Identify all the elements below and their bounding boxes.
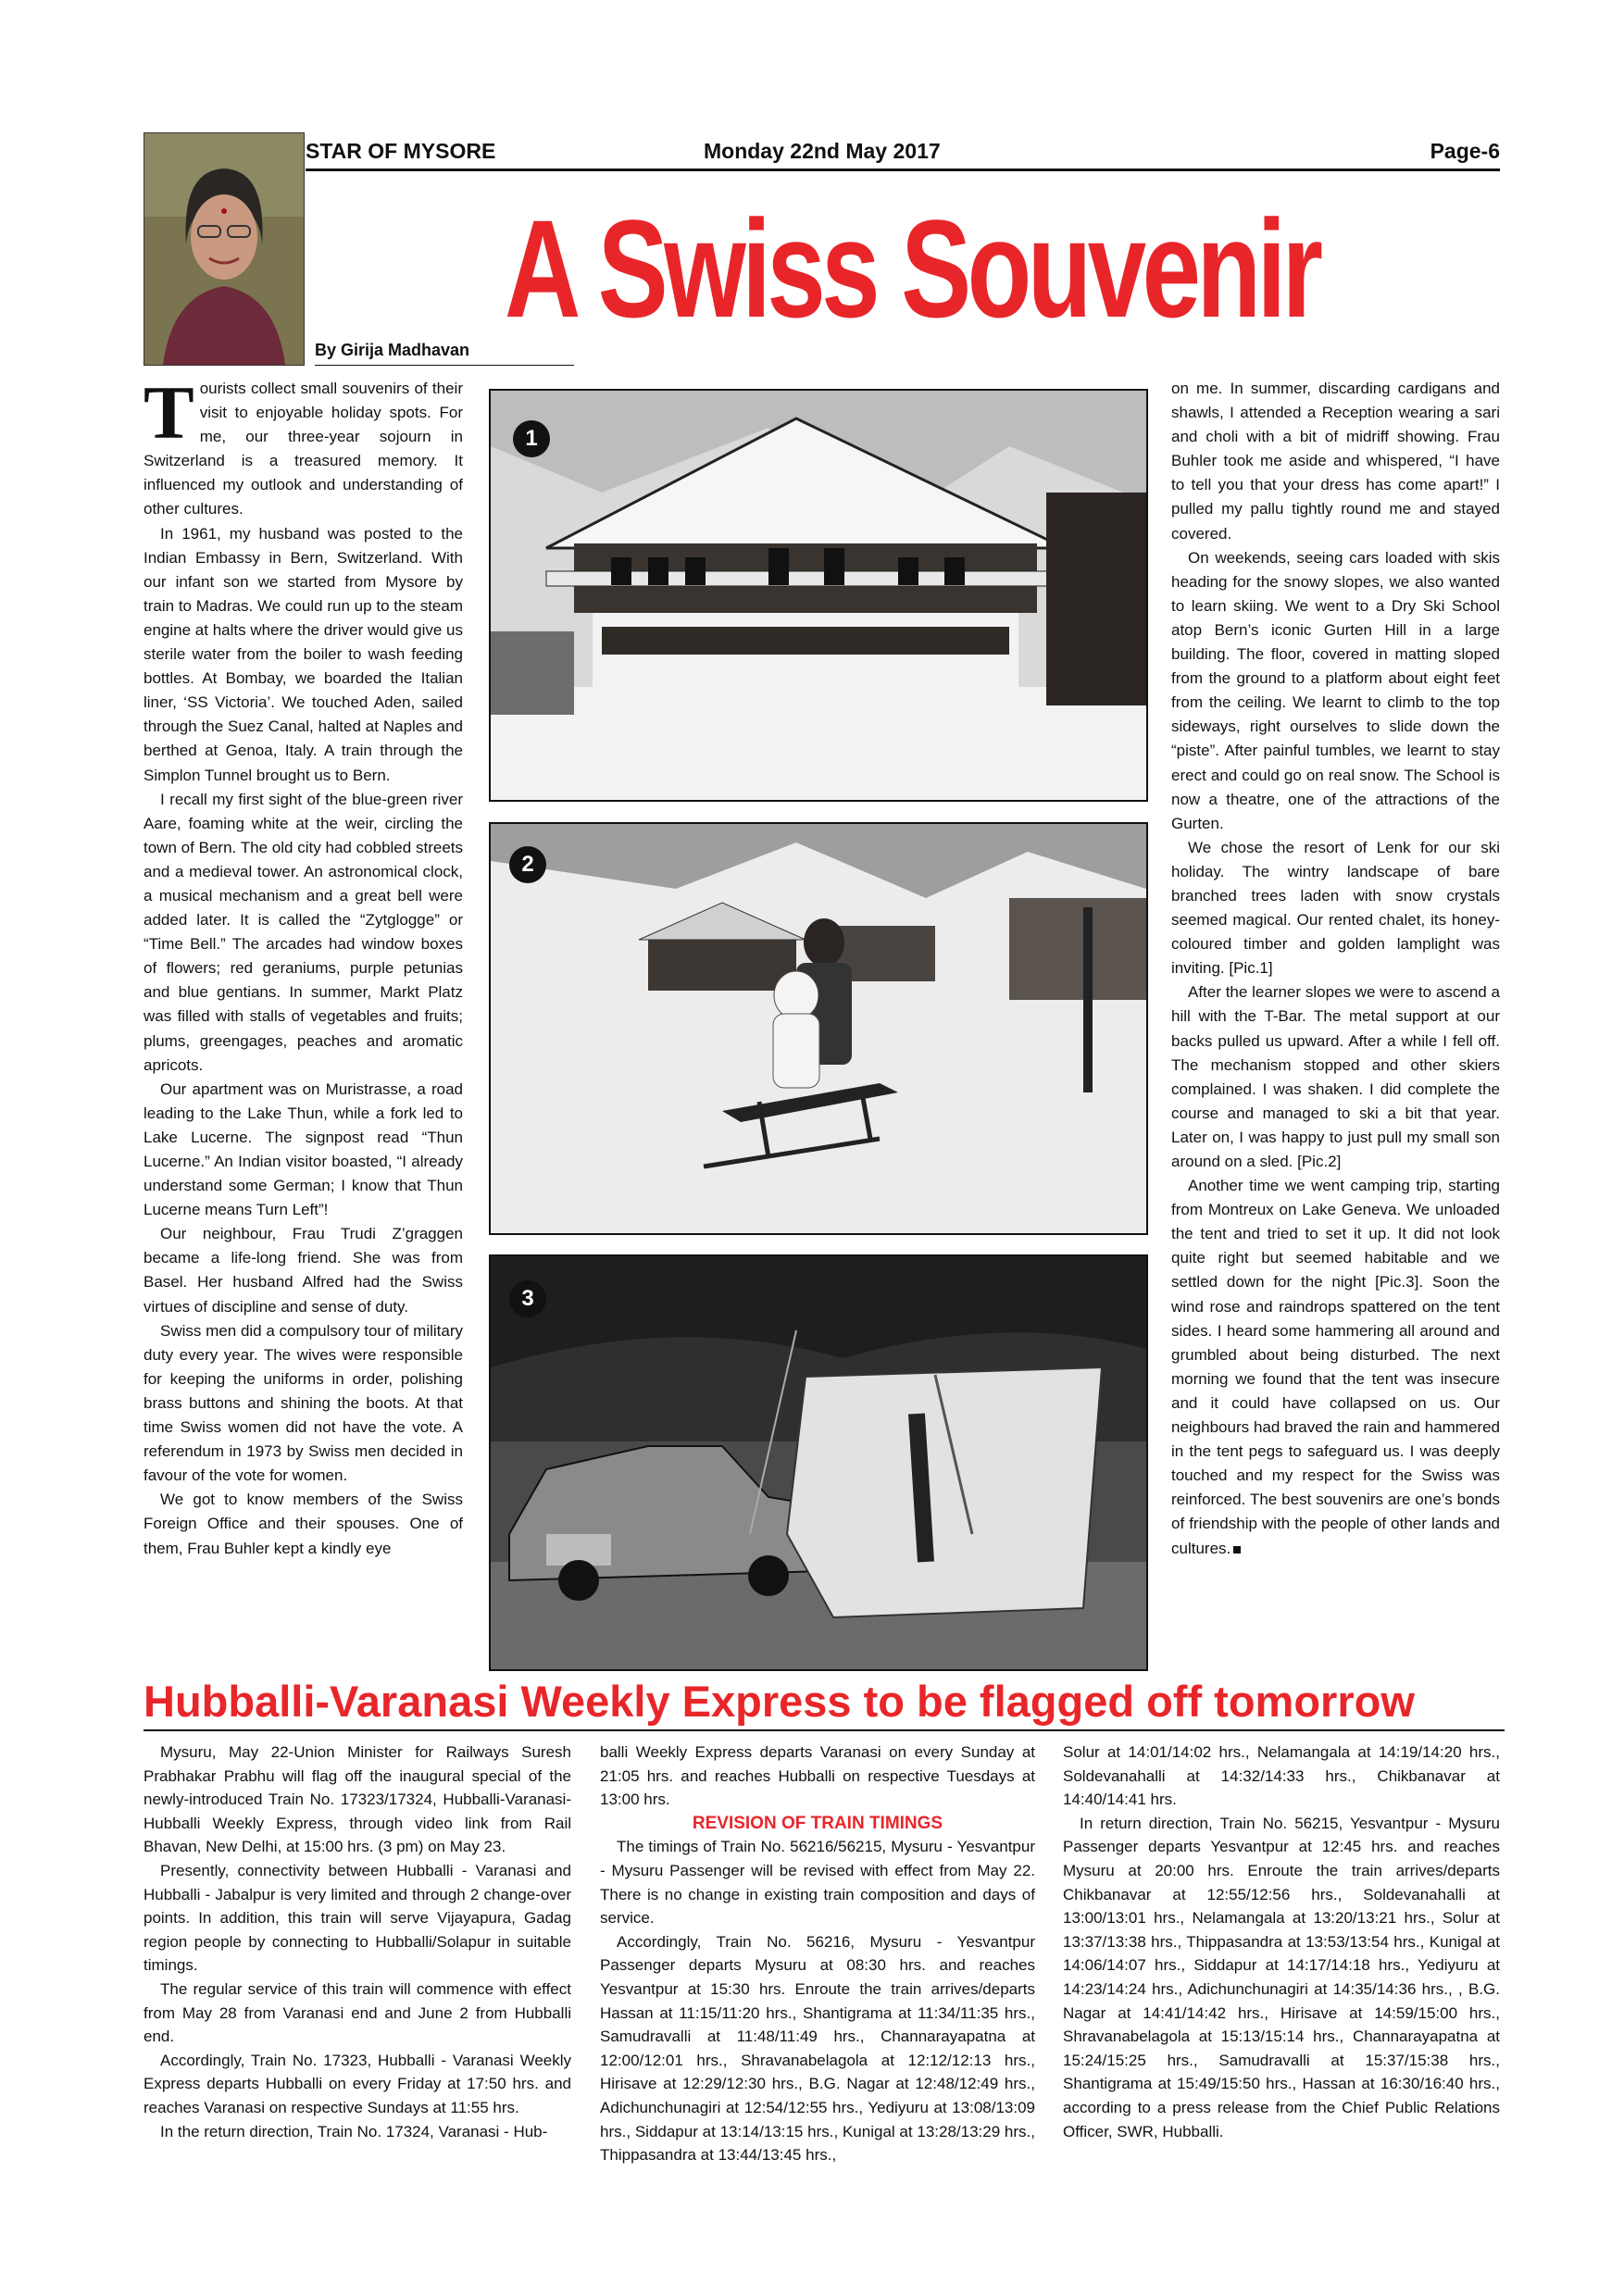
article-headline: A Swiss Souvenir xyxy=(505,191,1319,346)
article-paragraph: On weekends, seeing cars loaded with skis heading for the snowy slopes, we also wanted to learn skiing. We went to a Dry Ski School atop Bern’s iconic Gurten Hill in a large building. The floor, covered in matting sloped from the ground to a platform about eight feet from the ceiling. We learnt to climb to the top sideways, right ourselves to slide down the “piste”. After painful tumbles, we learnt to stay erect and could go on real snow. The School is now a theatre, one of the attractions of the Gurten. xyxy=(1171,548,1500,832)
photo-tent xyxy=(489,1254,1148,1671)
news-paragraph: Accordingly, Train No. 56216, Mysuru - Yesvantpur Passenger departs Mysuru at 08:30 hrs. and reaches Yesvantpur at 15:30 hrs. Enroute the train arrives/departs Hassan at 11:15/11:20 hrs., Shantigrama at 11:34/11:35 hrs., Samudravalli at 11:48/11:49 hrs., Channarayapatna at 12:00/12:01 hrs., Shravanabelagola at 12:12/12:13 hrs., Hirisave at 12:29/12:30 hrs., B.G. Nagar at 12:48/12:49 hrs., Adichunchunagiri at 12:54/12:55 hrs., Yediyuru at 13:08/13:09 hrs., Siddapur at 13:14/13:15 hrs., Kunigal at 13:28/13:29 hrs., Thippasandra at 13:44/13:45 hrs., xyxy=(600,1932,1035,2165)
news-paragraph: Accordingly, Train No. 17323, Hubballi - Varanasi Weekly Express departs Hubballi on every Friday at 17:50 hrs. and reaches Varanasi on respective Sundays at 11:55 hrs. xyxy=(144,2051,571,2116)
news-column-1 xyxy=(144,1741,571,2143)
article-paragraph: We got to know members of the Swiss Foreign Office and their spouses. One of them, Frau Buhler kept a kindly eye xyxy=(144,1491,463,1557)
news-paragraph: In the return direction, Train No. 17324, Varanasi - Hub- xyxy=(160,2122,548,2140)
end-mark-icon xyxy=(1233,1546,1241,1554)
article-paragraph: Our neighbour, Frau Trudi Z’graggen became a life-long friend. She was from Basel. Her husband Alfred had the Swiss virtues of discipline and sense of duty. xyxy=(144,1225,463,1316)
news-paragraph: In return direction, Train No. 56215, Yesvantpur - Mysuru Passenger departs Yesvantpur at 12:45 hrs. and reaches Mysuru at 20:00 hrs. Enroute the train arrives/departs Chikbanavar at 12:55/12:56 hrs., Soldevanahalli at 13:00/13:01 hrs., Nelamangala at 13:20/13:21 hrs., Solur at 13:37/13:38 hrs., Thippasandra at 13:53/13:54 hrs., Kunigal at 14:06/14:07 hrs., Siddapur at 14:17/14:18 hrs., Yediyuru at 14:23/14:24 hrs., Adichunchunagiri at 14:35/14:36 hrs., , B.G. Nagar at 14:41/14:42 hrs., Hirisave at 14:59/15:00 hrs., Shravanabelagola at 15:13/15:14 hrs., Channarayapatna at 15:24/15:25 hrs., Samudravalli at 15:37/15:38 hrs., Shantigrama at 15:49/15:50 hrs., Hassan at 16:30/16:40 hrs., according to a press release from the Chief Public Relations Officer, SWR, Hubballi. xyxy=(1063,1814,1500,2140)
article-paragraph: After the learner slopes we were to ascend a hill with the T-Bar. The metal support at our backs pulled us upward. After a while I fell off. The mechanism stopped and other skiers complained. I was shaken. I did complete the course and managed to ski a bit that year. Later on, I was happy to just pull my small son around on a sled. [Pic.2] xyxy=(1171,983,1500,1170)
article-paragraph: We chose the resort of Lenk for our ski holiday. The wintry landscape of bare branched trees laden with snow crystals seemed magical. Our rented chalet, its honey-coloured timber and golden lamplight was inviting. [Pic.1] xyxy=(1171,838,1500,978)
article-column-3 xyxy=(1171,377,1500,1668)
news-paragraph: Mysuru, May 22-Union Minister for Railways Suresh Prabhakar Prabhu will flag off the inaugural special of the newly-introduced Train No. 17323/17324, Hubballi-Varanasi-Hubballi Weekly Express, through video link from Rail Bhavan, New Delhi, at 15:00 hrs. (3 pm) on May 23. xyxy=(144,1743,571,1856)
news-paragraph: Presently, connectivity between Hubballi - Varanasi and Hubballi - Jabalpur is very limited and through 2 change-over points. In addition, this train will serve Vijayapura, Gadag region people by connecting to Hubballi/Solapur in suitable timings. xyxy=(144,1861,571,1975)
article-paragraph: I recall my first sight of the blue-green river Aare, foaming white at the weir, circling the town of Bern. The old city had cobbled streets and a medieval tower. An astronomical clock, a musical mechanism and a great bell were added later. It is called the “Zytglogge” or “Time Bell.” The arcades had window boxes of flowers; red geraniums, purple petunias and blue gentians. In summer, Markt Platz was filled with stalls of vegetables and fruits; plums, greengages, peaches and aromatic apricots. xyxy=(144,790,463,1074)
article-byline: By Girija Madhavan xyxy=(315,341,574,366)
page-number: Page-6 xyxy=(1430,139,1500,163)
article-paragraph: ourists collect small souvenirs of their visit to enjoyable holiday spots. For me, our three-year sojourn in Switzerland is a treasured memory. It influenced my outlook and understanding of other cultures. xyxy=(144,380,463,518)
drop-cap: T xyxy=(144,370,194,455)
article-paragraph: Another time we went camping trip, starting from Montreux on Lake Geneva. We unloaded the tent and tried to set it up. It did not look quite right but seemed habitable and we settled down for the night [Pic.3]. Soon the wind rose and raindrops spattered on the tent sides. I heard some hammering all around and grumbled about being disturbed. The next morning we found that the tent was insecure and it could have collapsed on us. Our neighbours had braved the rain and hammered in the tent pegs to safeguard us. I was deeply touched and my respect for the Swiss was reinforced. The best souvenirs are one’s bonds of friendship with the people of other lands and cultures. xyxy=(1171,1177,1500,1557)
photo-sled xyxy=(489,822,1148,1235)
article-paragraph: Our apartment was on Muristrasse, a road leading to the Lake Thun, while a fork led to Lake Lucerne. The signpost read “Thun Lucerne.” An Indian visitor boasted, “I already understand some German; I know that Thun Lucerne means Turn Left”! xyxy=(144,1079,463,1219)
news-column-3 xyxy=(1063,1741,1500,2143)
photo-number-badge: 3 xyxy=(509,1280,546,1317)
paper-name: STAR OF MYSORE xyxy=(306,139,496,163)
article-paragraph: Swiss men did a compulsory tour of military duty every year. The wives were responsible for keeping the uniforms in order, polishing brass buttons and shining the boots. At that time Swiss women did not have the vote. A referendum in 1973 by Swiss men decided in favour of the vote for women. xyxy=(144,1321,463,1485)
photo-number-badge: 2 xyxy=(509,846,546,883)
photo-chalet xyxy=(489,389,1148,802)
article-paragraph: on me. In summer, discarding cardigans and shawls, I attended a Reception wearing a sari and choli with a bit of midriff showing. Frau Buhler took me aside and whispered, “I have to tell you that your dress has come apart!” I pulled my pallu tightly round me and stayed covered. xyxy=(1171,380,1500,543)
news-paragraph: balli Weekly Express departs Varanasi on every Sunday at 21:05 hrs. and reaches Hubballi on respective Tuesdays at 13:00 hrs. xyxy=(600,1743,1035,1809)
news-paragraph: The regular service of this train will commence with effect from May 28 from Varanasi end and June 2 from Hubballi end. xyxy=(144,1979,571,2046)
news-paragraph: Solur at 14:01/14:02 hrs., Nelamangala at 14:19/14:20 hrs., Soldevanahalli at 14:32/14:33 hrs., Chikbanavar at 14:40/14:41 hrs. xyxy=(1063,1743,1500,1809)
article-column-1 xyxy=(144,370,463,1664)
news-subheading: REVISION OF TRAIN TIMINGS xyxy=(692,1813,943,1833)
photo-number-badge: 1 xyxy=(513,420,550,457)
news-column-2 xyxy=(600,1741,1035,2167)
article-paragraph: In 1961, my husband was posted to the Indian Embassy in Bern, Switzerland. With our infant son we started from Mysore by train to Madras. We could run up to the steam engine at halts where the driver would give us sterile water from the boiler to wash feeding bottles. At Bombay, we boarded the Italian liner, ‘SS Victoria’. We touched Aden, sailed through the Suez Canal, halted at Naples and berthed at Genoa, Italy. A train through the Simplon Tunnel brought us to Bern. xyxy=(144,524,463,784)
news-paragraph: The timings of Train No. 56216/56215, Mysuru - Yesvantpur - Mysuru Passenger will be revised with effect from May 22. There is no change in existing train composition and days of service. xyxy=(600,1838,1035,1928)
news-headline: Hubballi-Varanasi Weekly Express to be flagged off tomorrow xyxy=(144,1674,1505,1731)
masthead xyxy=(306,137,1500,171)
issue-date: Monday 22nd May 2017 xyxy=(704,139,941,163)
author-portrait xyxy=(144,132,305,366)
